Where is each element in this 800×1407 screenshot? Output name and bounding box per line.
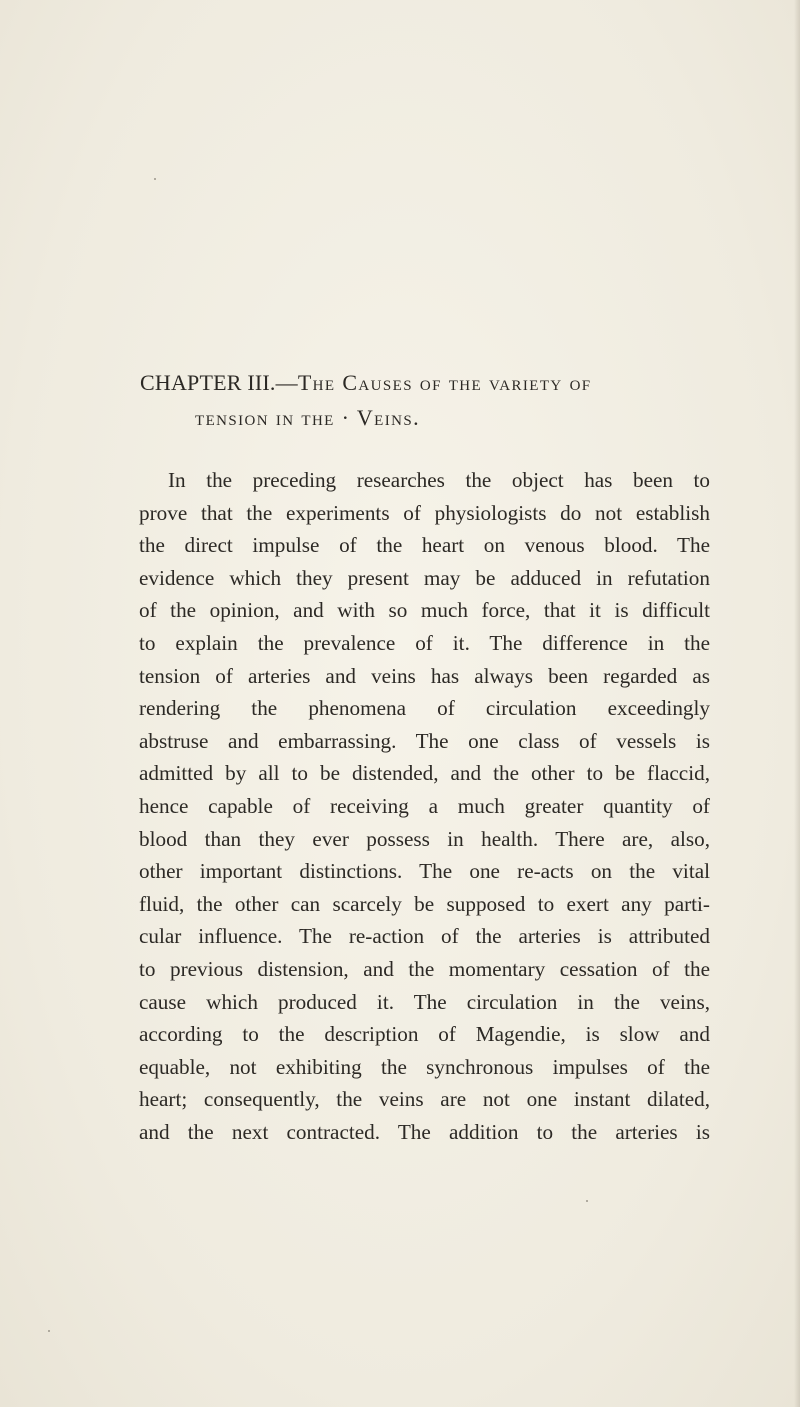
heading-dash: — — [275, 370, 298, 395]
text-line: the direct impulse of the heart on venous blood. The — [139, 533, 710, 558]
text-line: and the next contracted. The addition to the arteries is — [139, 1119, 710, 1144]
page-edge-shadow — [794, 0, 800, 1407]
text-line: according to the description of Magendie, is slow and — [139, 1022, 710, 1047]
text-line: abstruse and embarrassing. The one class of vessels is — [139, 728, 710, 753]
text-line: cause which produced it. The circulation in the veins, — [139, 989, 710, 1014]
text-line: cular influence. The re-action of the arteries is attributed — [139, 924, 710, 949]
paper-speck — [154, 178, 156, 180]
text-line: evidence which they present may be adduced in refutation — [139, 565, 710, 590]
paper-speck — [586, 1200, 588, 1202]
text-line: to previous distension, and the momentary cessation of the — [139, 956, 710, 981]
text-line: rendering the phenomena of circulation exceedingly — [139, 696, 710, 721]
chapter-heading — [140, 367, 780, 434]
chapter-number: CHAPTER III. — [140, 370, 276, 395]
text-line: to explain the prevalence of it. The difference in the — [139, 630, 710, 655]
paper-speck — [48, 1330, 50, 1332]
text-line: In the preceding researches the object has been to — [168, 468, 710, 492]
text-line: hence capable of receiving a much greater quantity of — [139, 793, 710, 818]
text-line: admitted by all to be distended, and the other to be flaccid, — [139, 761, 710, 786]
chapter-title-line1: The Causes of the variety of — [297, 370, 592, 395]
paragraph — [139, 464, 710, 1148]
text-line: prove that the experiments of physiologists do not establish — [139, 500, 710, 525]
text-line: heart; consequently, the veins are not one instant dilated, — [139, 1087, 710, 1112]
text-line: blood than they ever possess in health. There are, also, — [139, 826, 710, 851]
text-line: equable, not exhibiting the synchronous impulses of the — [139, 1054, 710, 1079]
text-line: other important distinctions. The one re-acts on the vital — [139, 859, 710, 884]
text-line: of the opinion, and with so much force, that it is difficult — [139, 598, 710, 623]
text-line: fluid, the other can scarcely be supposed to exert any parti- — [139, 891, 710, 916]
chapter-title-line2: tension in the · Veins. — [195, 405, 420, 430]
text-line: tension of arteries and veins has always been regarded as — [139, 663, 710, 688]
